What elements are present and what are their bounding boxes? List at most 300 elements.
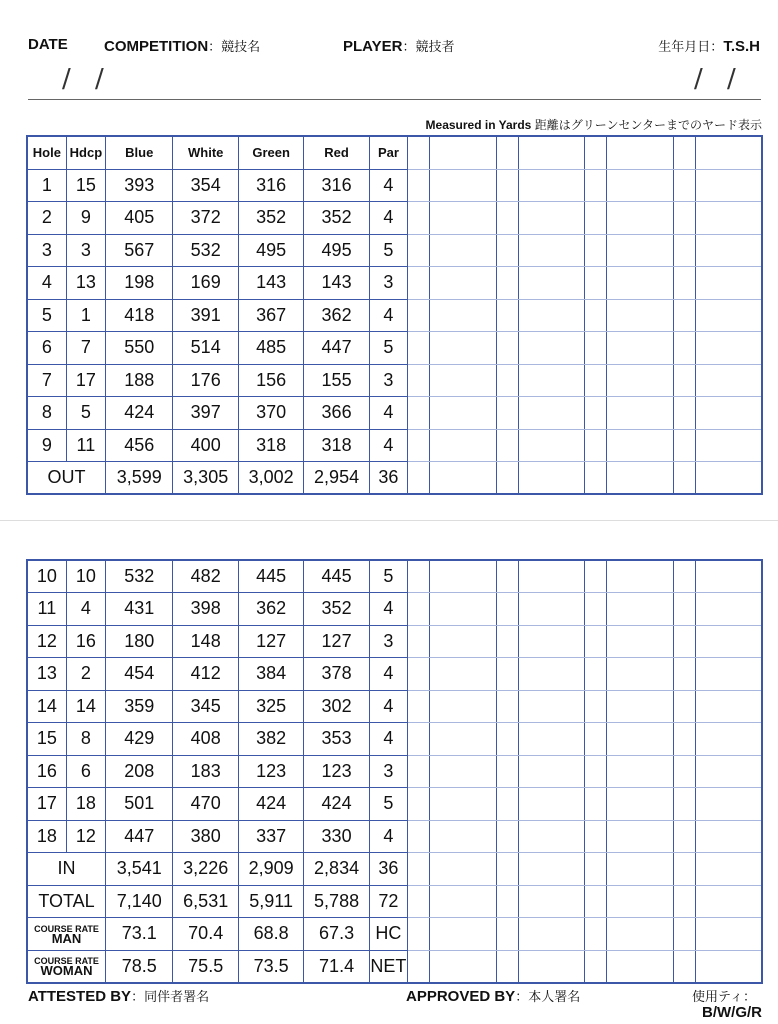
hole-number: 15	[27, 723, 66, 756]
hole-par: 4	[369, 690, 407, 723]
hole-score-cell	[695, 202, 762, 235]
hole-score-cell	[607, 429, 673, 462]
hole-score-cell	[673, 202, 695, 235]
hole-score-cell	[607, 267, 673, 300]
red-yards: 123	[304, 755, 369, 788]
hole-score-cell	[518, 202, 584, 235]
hole-hdcp: 10	[66, 560, 105, 593]
hole-score-cell	[585, 658, 607, 691]
competition-label: COMPETITION：競技名	[104, 38, 261, 55]
header-score-cell	[695, 136, 762, 169]
out-row	[27, 462, 762, 495]
blue-yards: 180	[106, 625, 173, 658]
green-yards: 143	[238, 267, 303, 300]
hole-score-cell	[607, 625, 673, 658]
course-rate-man-score-cell	[430, 918, 496, 951]
white-yards: 380	[173, 820, 238, 853]
hole-hdcp: 17	[66, 364, 105, 397]
header-score-cell	[496, 136, 518, 169]
hole-score-cell	[518, 234, 584, 267]
hole-score-cell	[607, 820, 673, 853]
red-yards: 352	[304, 593, 369, 626]
hole-score-cell	[607, 788, 673, 821]
column-header: Hdcp	[66, 136, 105, 169]
course-rate-man-score-cell	[496, 918, 518, 951]
course-rate-woman-par: NET	[369, 950, 407, 983]
hole-par: 4	[369, 169, 407, 202]
hole-score-cell	[695, 267, 762, 300]
hole-score-cell	[518, 332, 584, 365]
course-rate-woman-label-bottom: WOMAN	[40, 963, 93, 978]
course-rate-man-par: HC	[369, 918, 407, 951]
in-par: 36	[369, 853, 407, 886]
hole-score-cell	[673, 723, 695, 756]
white-yards: 532	[173, 234, 238, 267]
hole-number: 10	[27, 560, 66, 593]
hole-score-cell	[430, 788, 496, 821]
red-yards: 143	[304, 267, 369, 300]
column-header: Par	[369, 136, 407, 169]
hole-score-cell	[408, 234, 430, 267]
hole-score-cell	[673, 820, 695, 853]
hole-score-cell	[430, 755, 496, 788]
hole-score-cell	[496, 397, 518, 430]
course-rate-woman-score-cell	[430, 950, 496, 983]
course-rate-man-red: 67.3	[304, 918, 369, 951]
hole-score-cell	[585, 593, 607, 626]
tee-used-value: B/W/G/R	[702, 1004, 762, 1021]
player-jp-label: ：競技者	[402, 39, 455, 54]
hole-score-cell	[695, 723, 762, 756]
hole-score-cell	[695, 364, 762, 397]
course-rate-woman-score-cell	[607, 950, 673, 983]
hole-score-cell	[607, 397, 673, 430]
in-score-cell	[673, 853, 695, 886]
hole-score-cell	[496, 625, 518, 658]
hole-score-cell	[430, 299, 496, 332]
hole-score-cell	[673, 267, 695, 300]
in-row	[27, 853, 762, 886]
hole-score-cell	[585, 788, 607, 821]
red-yards: 352	[304, 202, 369, 235]
hole-hdcp: 4	[66, 593, 105, 626]
hole-score-cell	[695, 690, 762, 723]
in-score-cell	[695, 853, 762, 886]
red-yards: 302	[304, 690, 369, 723]
hole-score-cell	[408, 560, 430, 593]
hole-score-cell	[496, 202, 518, 235]
hole-number: 3	[27, 234, 66, 267]
hole-score-cell	[673, 429, 695, 462]
hole-hdcp: 16	[66, 625, 105, 658]
course-rate-woman-score-cell	[518, 950, 584, 983]
hole-score-cell	[430, 267, 496, 300]
hole-score-cell	[430, 820, 496, 853]
course-rate-woman-score-cell	[585, 950, 607, 983]
blue-yards: 454	[106, 658, 173, 691]
red-yards: 447	[304, 332, 369, 365]
hole-number: 13	[27, 658, 66, 691]
hole-score-cell	[430, 593, 496, 626]
hole-score-cell	[408, 723, 430, 756]
course-rate-man-score-cell	[408, 918, 430, 951]
column-header: Hole	[27, 136, 66, 169]
in-score-cell	[518, 853, 584, 886]
hole-score-cell	[408, 755, 430, 788]
hole-score-cell	[518, 299, 584, 332]
hole-hdcp: 13	[66, 267, 105, 300]
hole-score-cell	[408, 820, 430, 853]
hole-score-cell	[408, 364, 430, 397]
hole-score-cell	[408, 625, 430, 658]
hole-hdcp: 18	[66, 788, 105, 821]
hole-row	[27, 364, 762, 397]
hole-par: 4	[369, 397, 407, 430]
blue-yards: 359	[106, 690, 173, 723]
hole-score-cell	[408, 658, 430, 691]
approved-by-jp: ：本人署名	[515, 989, 581, 1004]
hole-score-cell	[408, 169, 430, 202]
hole-number: 18	[27, 820, 66, 853]
hole-score-cell	[496, 267, 518, 300]
total-score-cell	[496, 885, 518, 918]
hole-score-cell	[673, 625, 695, 658]
hole-hdcp: 2	[66, 658, 105, 691]
hole-score-cell	[585, 397, 607, 430]
hole-score-cell	[496, 429, 518, 462]
green-yards: 485	[238, 332, 303, 365]
hole-score-cell	[585, 299, 607, 332]
hole-score-cell	[430, 169, 496, 202]
total-white: 6,531	[173, 885, 238, 918]
hole-par: 5	[369, 332, 407, 365]
hole-row	[27, 593, 762, 626]
in-score-cell	[408, 853, 430, 886]
course-rate-woman-blue: 78.5	[106, 950, 173, 983]
hole-row	[27, 723, 762, 756]
hole-score-cell	[695, 593, 762, 626]
green-yards: 156	[238, 364, 303, 397]
total-score-cell	[673, 885, 695, 918]
hole-row	[27, 169, 762, 202]
green-yards: 362	[238, 593, 303, 626]
hole-score-cell	[496, 234, 518, 267]
hole-row	[27, 658, 762, 691]
hole-score-cell	[607, 299, 673, 332]
hole-score-cell	[518, 169, 584, 202]
hole-par: 4	[369, 658, 407, 691]
hole-score-cell	[518, 625, 584, 658]
white-yards: 148	[173, 625, 238, 658]
hole-score-cell	[673, 397, 695, 430]
blue-yards: 431	[106, 593, 173, 626]
hole-par: 3	[369, 267, 407, 300]
hole-score-cell	[430, 364, 496, 397]
course-rate-woman-score-cell	[673, 950, 695, 983]
birthdate-jp-label: 生年月日：	[658, 39, 724, 54]
header-score-cell	[585, 136, 607, 169]
green-yards: 123	[238, 755, 303, 788]
hole-score-cell	[518, 820, 584, 853]
hole-score-cell	[607, 169, 673, 202]
hole-score-cell	[673, 788, 695, 821]
hole-score-cell	[695, 560, 762, 593]
hole-par: 4	[369, 593, 407, 626]
attested-by-jp: ：同伴者署名	[131, 989, 210, 1004]
blue-yards: 188	[106, 364, 173, 397]
out-par: 36	[369, 462, 407, 495]
hole-number: 16	[27, 755, 66, 788]
card-fold-line	[0, 520, 778, 521]
white-yards: 391	[173, 299, 238, 332]
hole-row	[27, 332, 762, 365]
hole-score-cell	[695, 397, 762, 430]
hole-score-cell	[607, 690, 673, 723]
hole-score-cell	[518, 267, 584, 300]
out-white: 3,305	[173, 462, 238, 495]
hole-row	[27, 690, 762, 723]
hole-score-cell	[585, 690, 607, 723]
hole-hdcp: 9	[66, 202, 105, 235]
hole-score-cell	[408, 299, 430, 332]
hole-score-cell	[408, 267, 430, 300]
hole-score-cell	[673, 364, 695, 397]
hole-par: 5	[369, 560, 407, 593]
white-yards: 482	[173, 560, 238, 593]
birthdate-value: T.S.H	[723, 38, 760, 55]
hole-score-cell	[496, 364, 518, 397]
in-score-cell	[607, 853, 673, 886]
course-rate-man-label-top: COURSE RATE	[34, 923, 99, 934]
hole-score-cell	[695, 625, 762, 658]
course-rate-man-white: 70.4	[173, 918, 238, 951]
green-yards: 382	[238, 723, 303, 756]
hole-number: 6	[27, 332, 66, 365]
white-yards: 400	[173, 429, 238, 462]
total-par: 72	[369, 885, 407, 918]
hole-score-cell	[585, 169, 607, 202]
hole-score-cell	[695, 755, 762, 788]
course-rate-woman-red: 71.4	[304, 950, 369, 983]
hole-score-cell	[408, 202, 430, 235]
hole-score-cell	[695, 332, 762, 365]
green-yards: 445	[238, 560, 303, 593]
hole-number: 8	[27, 397, 66, 430]
hole-par: 5	[369, 788, 407, 821]
out-label: OUT	[27, 462, 106, 495]
blue-yards: 550	[106, 332, 173, 365]
total-red: 5,788	[304, 885, 369, 918]
hole-hdcp: 3	[66, 234, 105, 267]
in-score-cell	[430, 853, 496, 886]
hole-score-cell	[430, 658, 496, 691]
front-nine-table	[26, 135, 763, 495]
hole-score-cell	[607, 234, 673, 267]
hole-score-cell	[408, 788, 430, 821]
hole-score-cell	[673, 658, 695, 691]
hole-score-cell	[673, 690, 695, 723]
hole-score-cell	[518, 593, 584, 626]
hole-row	[27, 397, 762, 430]
blue-yards: 405	[106, 202, 173, 235]
total-score-cell	[695, 885, 762, 918]
green-yards: 127	[238, 625, 303, 658]
hole-score-cell	[673, 299, 695, 332]
hole-par: 5	[369, 234, 407, 267]
blue-yards: 429	[106, 723, 173, 756]
hole-score-cell	[518, 755, 584, 788]
date-label: DATE	[28, 36, 68, 53]
blue-yards: 501	[106, 788, 173, 821]
hole-score-cell	[607, 332, 673, 365]
in-red: 2,834	[304, 853, 369, 886]
in-blue: 3,541	[106, 853, 173, 886]
out-blue: 3,599	[106, 462, 173, 495]
hole-score-cell	[585, 267, 607, 300]
hole-score-cell	[673, 332, 695, 365]
hole-score-cell	[695, 788, 762, 821]
header-score-cell	[408, 136, 430, 169]
white-yards: 169	[173, 267, 238, 300]
hole-score-cell	[585, 364, 607, 397]
red-yards: 330	[304, 820, 369, 853]
hole-score-cell	[695, 429, 762, 462]
hole-row	[27, 788, 762, 821]
white-yards: 514	[173, 332, 238, 365]
hole-score-cell	[518, 429, 584, 462]
hole-score-cell	[518, 690, 584, 723]
blue-yards: 532	[106, 560, 173, 593]
green-yards: 384	[238, 658, 303, 691]
hole-score-cell	[518, 560, 584, 593]
total-score-cell	[408, 885, 430, 918]
hole-score-cell	[518, 788, 584, 821]
hole-score-cell	[518, 658, 584, 691]
hole-number: 12	[27, 625, 66, 658]
hole-score-cell	[607, 755, 673, 788]
column-header-row	[27, 136, 762, 169]
hole-score-cell	[695, 299, 762, 332]
hole-score-cell	[585, 234, 607, 267]
out-score-cell	[695, 462, 762, 495]
course-rate-woman-label	[27, 950, 106, 983]
hole-score-cell	[496, 593, 518, 626]
hole-number: 1	[27, 169, 66, 202]
hole-row	[27, 299, 762, 332]
red-yards: 378	[304, 658, 369, 691]
hole-score-cell	[607, 202, 673, 235]
red-yards: 366	[304, 397, 369, 430]
birthdate-field	[658, 36, 760, 55]
hole-number: 17	[27, 788, 66, 821]
blue-yards: 208	[106, 755, 173, 788]
white-yards: 183	[173, 755, 238, 788]
total-score-cell	[585, 885, 607, 918]
red-yards: 127	[304, 625, 369, 658]
hole-score-cell	[496, 755, 518, 788]
hole-number: 2	[27, 202, 66, 235]
hole-row	[27, 267, 762, 300]
hole-score-cell	[430, 234, 496, 267]
green-yards: 325	[238, 690, 303, 723]
out-score-cell	[408, 462, 430, 495]
out-score-cell	[673, 462, 695, 495]
in-label: IN	[27, 853, 106, 886]
hole-score-cell	[607, 560, 673, 593]
hole-score-cell	[695, 234, 762, 267]
out-score-cell	[607, 462, 673, 495]
hole-score-cell	[673, 234, 695, 267]
white-yards: 345	[173, 690, 238, 723]
hole-score-cell	[585, 723, 607, 756]
hole-score-cell	[518, 397, 584, 430]
hole-number: 5	[27, 299, 66, 332]
competition-jp-label: ：競技名	[208, 39, 261, 54]
in-score-cell	[496, 853, 518, 886]
hole-score-cell	[430, 202, 496, 235]
yards-note-jp: 距離はグリーンセンターまでのヤード表示	[534, 118, 762, 132]
hole-score-cell	[408, 593, 430, 626]
hole-score-cell	[585, 429, 607, 462]
header-score-cell	[673, 136, 695, 169]
out-score-cell	[518, 462, 584, 495]
blue-yards: 393	[106, 169, 173, 202]
blue-yards: 456	[106, 429, 173, 462]
hole-hdcp: 14	[66, 690, 105, 723]
blue-yards: 198	[106, 267, 173, 300]
hole-score-cell	[585, 755, 607, 788]
green-yards: 316	[238, 169, 303, 202]
hole-score-cell	[673, 169, 695, 202]
hole-score-cell	[496, 169, 518, 202]
white-yards: 398	[173, 593, 238, 626]
hole-score-cell	[607, 364, 673, 397]
hole-score-cell	[430, 560, 496, 593]
column-header: Red	[304, 136, 369, 169]
white-yards: 354	[173, 169, 238, 202]
hole-number: 11	[27, 593, 66, 626]
hole-row	[27, 755, 762, 788]
hole-score-cell	[496, 723, 518, 756]
hole-score-cell	[607, 658, 673, 691]
blue-yards: 567	[106, 234, 173, 267]
course-rate-man-score-cell	[607, 918, 673, 951]
back-nine-table	[26, 559, 763, 984]
hole-score-cell	[585, 820, 607, 853]
green-yards: 352	[238, 202, 303, 235]
course-rate-woman-white: 75.5	[173, 950, 238, 983]
hole-score-cell	[408, 429, 430, 462]
white-yards: 408	[173, 723, 238, 756]
hole-score-cell	[496, 788, 518, 821]
hole-score-cell	[673, 593, 695, 626]
approved-by-label: APPROVED BY：本人署名	[406, 988, 581, 1005]
course-rate-woman-green: 73.5	[238, 950, 303, 983]
hole-par: 4	[369, 202, 407, 235]
hole-score-cell	[607, 723, 673, 756]
hole-number: 4	[27, 267, 66, 300]
course-rate-man-score-cell	[585, 918, 607, 951]
total-row	[27, 885, 762, 918]
red-yards: 424	[304, 788, 369, 821]
course-rate-man-row	[27, 918, 762, 951]
header-score-cell	[430, 136, 496, 169]
in-green: 2,909	[238, 853, 303, 886]
course-rate-man-green: 68.8	[238, 918, 303, 951]
attested-by-label: ATTESTED BY：同伴者署名	[28, 988, 210, 1005]
hole-score-cell	[408, 690, 430, 723]
out-score-cell	[585, 462, 607, 495]
